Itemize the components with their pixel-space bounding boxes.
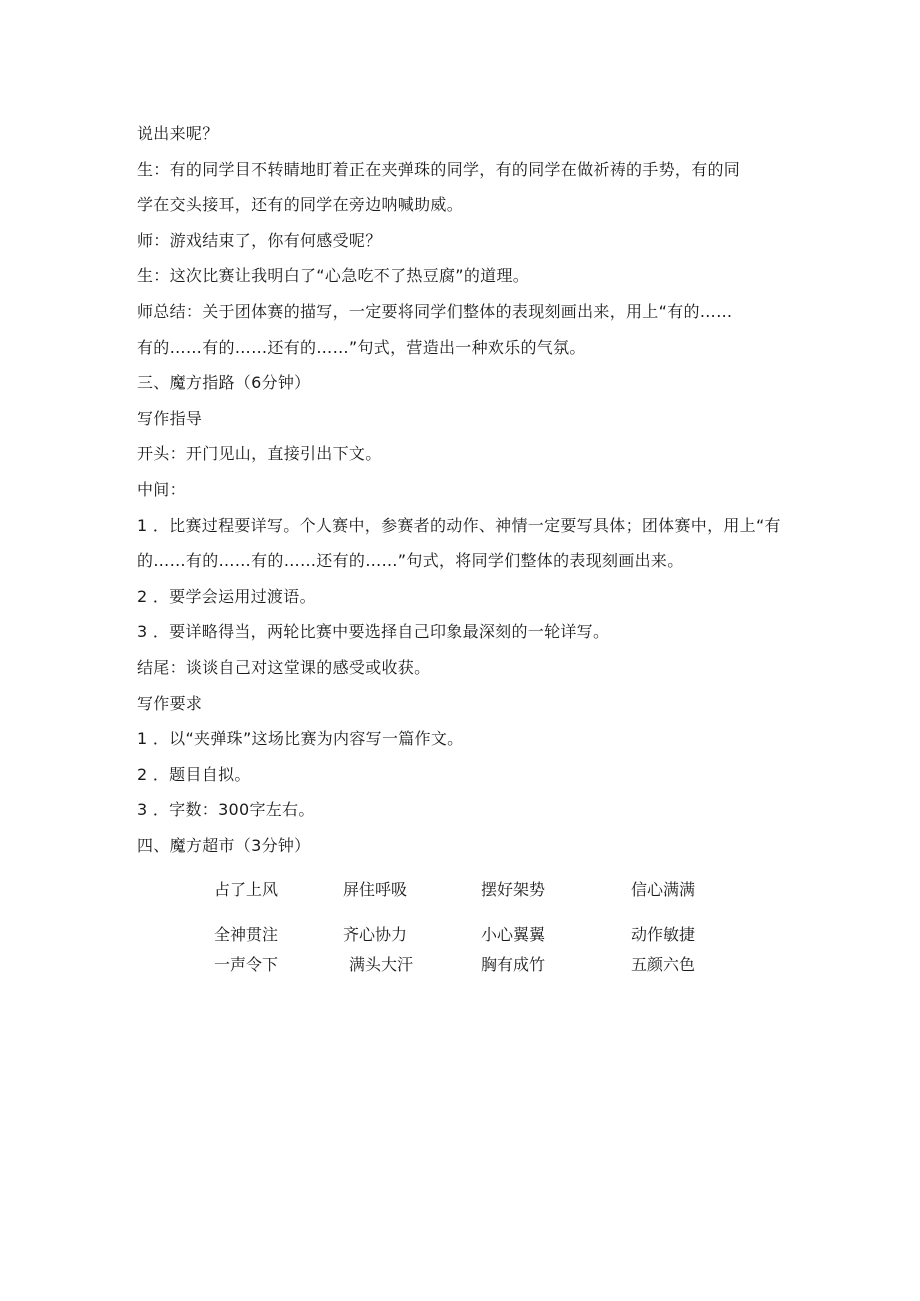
subheading: 写作要求 (137, 693, 203, 713)
word-cell: 一声令下 (214, 955, 279, 974)
document-body (137, 116, 797, 863)
list-item: 1 ．比赛过程要详写。个人赛中，参赛者的动作、神情一定要写具体；团体赛中，用上“有 (137, 515, 781, 535)
word-cell: 五颜六色 (631, 955, 696, 974)
word-cell: 动作敏捷 (631, 925, 696, 944)
word-grid-row (214, 876, 774, 904)
paragraph: 学在交头接耳，还有的同学在旁边呐喊助威。 (137, 195, 464, 215)
word-cell: 齐心协力 (343, 925, 408, 944)
word-cell: 屏住呼吸 (343, 880, 408, 899)
paragraph: 师：游戏结束了，你有何感受呢？ (137, 230, 382, 250)
word-grid (214, 876, 774, 979)
word-cell: 胸有成竹 (481, 955, 546, 974)
paragraph: 开头：开门见山，直接引出下文。 (137, 444, 382, 464)
paragraph: 生：这次比赛让我明白了“心急吃不了热豆腐”的道理。 (137, 266, 530, 286)
paragraph: 有的……有的……还有的……”句式，营造出一种欢乐的气氛。 (137, 337, 586, 357)
word-grid-row (214, 921, 774, 949)
paragraph: 结尾：谈谈自己对这堂课的感受或收获。 (137, 657, 431, 677)
paragraph: 说出来呢？ (137, 124, 219, 143)
section-heading: 四、魔方超市（3分钟） (137, 835, 311, 855)
subheading: 写作指导 (137, 408, 203, 428)
paragraph: 中间： (137, 479, 186, 499)
word-cell: 信心满满 (631, 880, 696, 899)
list-item: 1 ．以“夹弹珠”这场比赛为内容写一篇作文。 (137, 729, 464, 749)
word-grid-row (214, 951, 774, 979)
word-cell: 小心翼翼 (481, 925, 546, 944)
word-cell: 全神贯注 (214, 925, 279, 944)
paragraph: 生：有的同学目不转睛地盯着正在夹弹珠的同学，有的同学在做祈祷的手势，有的同 (137, 159, 741, 179)
list-item-continuation: 的……有的……有的……还有的……”句式，将同学们整体的表现刻画出来。 (137, 551, 684, 571)
list-item: 2 ．题目自拟。 (137, 764, 251, 784)
list-item: 3 ．要详略得当，两轮比赛中要选择自己印象最深刻的一轮详写。 (137, 622, 610, 642)
list-item: 2 ．要学会运用过渡语。 (137, 586, 316, 606)
word-cell: 占了上风 (214, 880, 279, 899)
word-cell: 满头大汗 (349, 955, 414, 974)
list-item: 3 ．字数：300字左右。 (137, 800, 315, 820)
section-heading: 三、魔方指路（6分钟） (137, 373, 311, 393)
word-cell: 摆好架势 (481, 880, 546, 899)
paragraph: 师总结：关于团体赛的描写，一定要将同学们整体的表现刻画出来，用上“有的…… (137, 301, 733, 321)
